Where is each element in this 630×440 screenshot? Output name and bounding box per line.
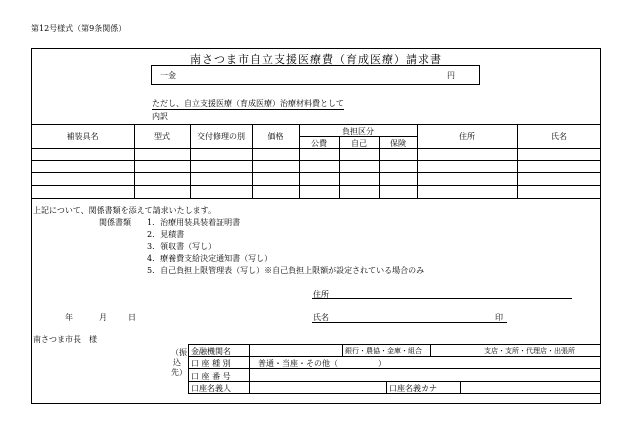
doc-item: 4．療養費支給決定通知書（写し）	[147, 254, 273, 263]
date-day: 日	[128, 313, 136, 322]
account-number-label: 口 座 番 号	[191, 372, 231, 381]
header-model: 型式	[154, 132, 170, 141]
institution-label: 金融機関名	[191, 347, 231, 356]
date-year: 年	[65, 313, 73, 322]
holder-label: 口座名義人	[191, 384, 231, 393]
header-self: 自己	[351, 139, 367, 148]
doc-item: 1．治療用装具装着証明書	[147, 218, 241, 227]
doc-item: 2．見積書	[147, 230, 185, 239]
address-label: 住所	[313, 290, 329, 299]
seal-mark: 印	[495, 313, 503, 322]
header-public: 公費	[311, 139, 327, 148]
amount-suffix: 円	[447, 71, 455, 80]
request-text: 上記について、関係書類を添えて請求いたします。	[33, 206, 217, 215]
header-name: 氏名	[551, 132, 567, 141]
amount-prefix: 一金	[160, 71, 176, 80]
holder-kana-label: 口座名義カナ	[389, 384, 437, 393]
addressee: 南さつま市長 様	[33, 335, 97, 344]
account-type-label: 口 座 種 別	[191, 359, 231, 368]
breakdown-label: 内訳	[152, 112, 168, 121]
purpose-line: ただし、自立支援医療（育成医療）治療材料費として	[152, 99, 344, 108]
header-issue-repair: 交付修理の別	[197, 132, 245, 141]
address-line	[312, 298, 572, 299]
form-title: 南さつま市自立支援医療費（育成医療）請求書	[190, 53, 442, 66]
branch-types: 支店・支所・代理店・出張所	[484, 347, 575, 355]
header-price: 価格	[267, 132, 284, 141]
docs-label: 関係書類	[99, 218, 131, 227]
bank-side-label: （振込先）	[171, 348, 187, 377]
header-insurance: 保険	[390, 139, 406, 148]
form-number-label: 第12号様式（第9条関係）	[31, 24, 127, 33]
amount-box	[151, 65, 480, 85]
header-address: 住所	[459, 132, 475, 141]
account-type-options: 普通・当座・その他（ ）	[258, 359, 386, 368]
institution-types: 銀行・農協・金庫・組合	[345, 347, 422, 355]
name-label: 氏名	[313, 313, 329, 322]
name-line	[312, 322, 507, 323]
header-item-name: 補装具名	[66, 132, 99, 141]
doc-item: 5．自己負担上限管理表（写し）※自己負担上限額が設定されている場合のみ	[147, 266, 425, 275]
date-month: 月	[99, 313, 107, 322]
doc-item: 3．領収書（写し）	[147, 242, 217, 251]
header-burden: 負担区分	[342, 127, 374, 136]
